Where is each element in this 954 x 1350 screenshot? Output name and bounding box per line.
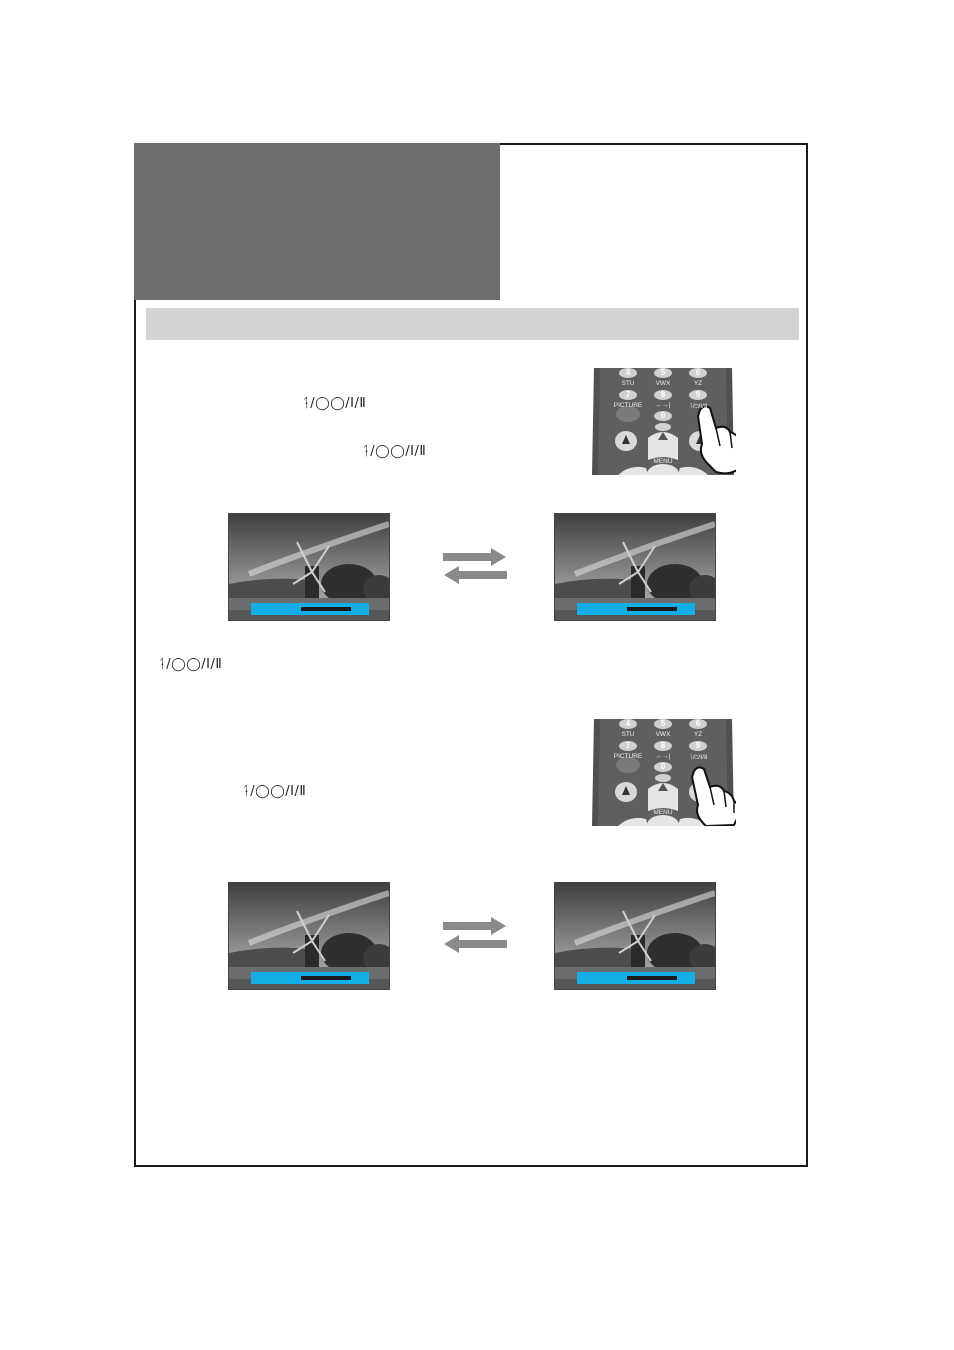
remote-key-0: 0 [660,762,666,771]
remote-key-5-sub: VWX [655,731,671,738]
remote-menu-label: MENU [653,458,673,465]
header-block [134,143,500,300]
remote-key-8-sub: ←→| [655,402,671,409]
remote-key-7-sub: PICTURE [613,402,643,409]
remote-illustration-1 [590,368,736,475]
remote-key-5-sub: VWX [655,380,671,387]
toggle-arrows-icon [443,548,507,584]
remote-key-8: 8 [660,390,666,399]
remote-key-9-sub: ᛑ/◯/Ⅰ/Ⅱ [688,754,708,761]
remote-key-9-sub: ᛑ/◯/Ⅰ/Ⅱ [688,403,708,410]
remote-key-5: 5 [660,368,666,377]
remote-key-4-sub: STU [621,380,635,387]
section-bar [146,308,799,340]
sound-mode-symbol-3: ᛑ/◯◯/Ⅰ/Ⅱ [158,657,223,672]
remote-key-6-sub: YZ [693,731,703,738]
remote-key-0: 0 [660,411,666,420]
tv-screen-1 [228,513,390,621]
sound-mode-symbol-4: ᛑ/◯◯/Ⅰ/Ⅱ [242,784,307,799]
toggle-arrows-icon [443,917,507,953]
remote-key-7: 7 [625,390,631,399]
remote-key-8-sub: ←→| [655,753,671,760]
remote-key-5: 5 [660,719,666,728]
remote-key-4-sub: STU [621,731,635,738]
remote-key-7-sub: PICTURE [613,753,643,760]
remote-key-6: 6 [695,368,701,377]
osd-bar [577,603,695,615]
remote-key-9: 9 [695,390,701,399]
remote-key-4: 4 [625,719,631,728]
remote-key-6-sub: YZ [693,380,703,387]
remote-key-9: 9 [695,741,701,750]
remote-key-7: 7 [625,741,631,750]
remote-key-6: 6 [695,719,701,728]
sound-mode-symbol-1: ᛑ/◯◯/Ⅰ/Ⅱ [302,396,367,411]
tv-screen-4 [554,882,716,990]
osd-bar [251,972,369,984]
remote-illustration-2 [590,719,736,826]
remote-key-4: 4 [625,368,631,377]
remote-key-8: 8 [660,741,666,750]
osd-bar [251,603,369,615]
remote-menu-label: MENU [653,809,673,816]
tv-screen-2 [554,513,716,621]
osd-bar [577,972,695,984]
tv-screen-3 [228,882,390,990]
sound-mode-symbol-2: ᛑ/◯◯/Ⅰ/Ⅱ [362,444,427,459]
